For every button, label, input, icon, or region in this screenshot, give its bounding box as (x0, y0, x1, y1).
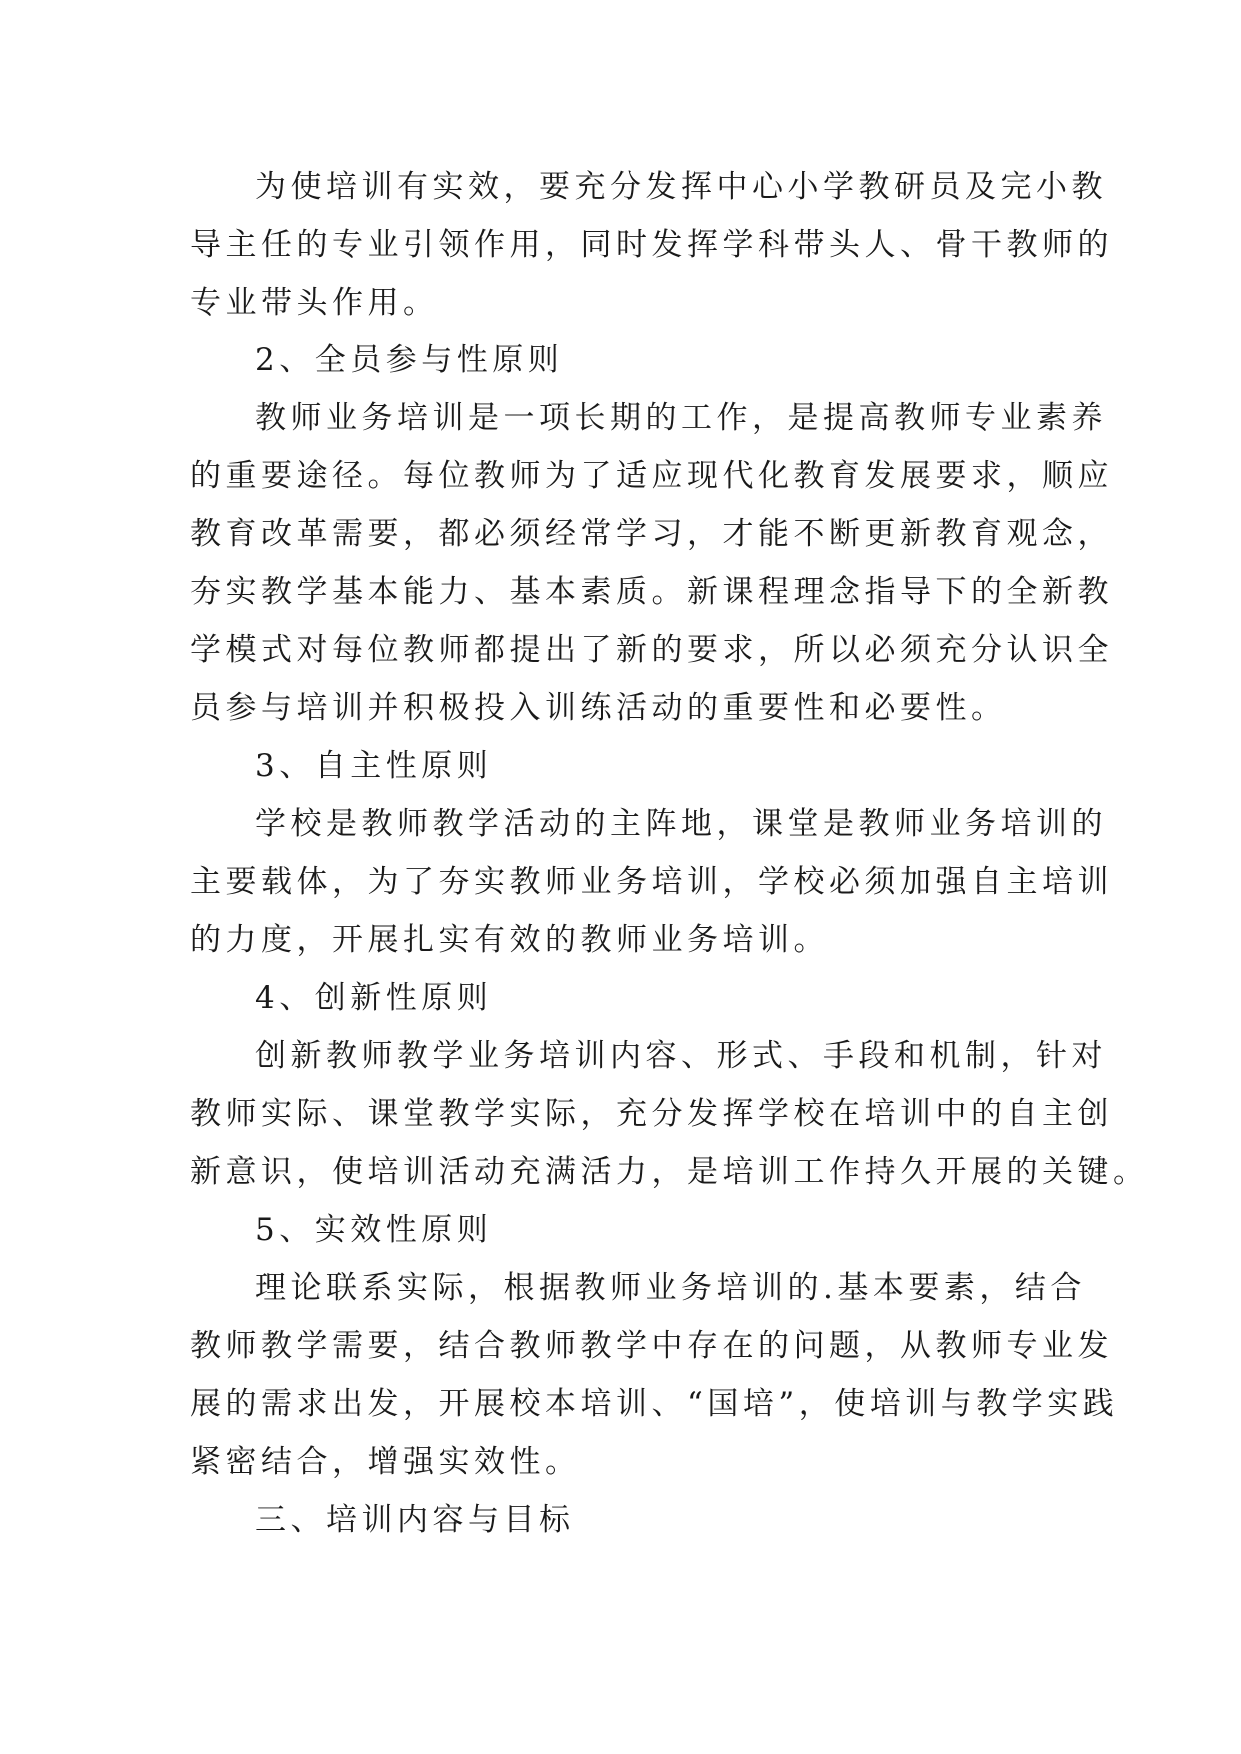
paragraph-line: 理论联系实际，根据教师业务培训的.基本要素，结合 (255, 1270, 1086, 1306)
section-heading: 5、实效性原则 (255, 1212, 493, 1248)
paragraph-line: 创新教师教学业务培训内容、形式、手段和机制，针对 (255, 1038, 1107, 1074)
paragraph-line: 夯实教学基本能力、基本素质。新课程理念指导下的全新教 (190, 574, 1113, 610)
paragraph-line: 紧密结合，增强实效性。 (190, 1444, 581, 1480)
paragraph-line: 专业带头作用。 (190, 285, 439, 321)
paragraph-line: 教育改革需要，都必须经常学习，才能不断更新教育观念， (190, 516, 1113, 552)
paragraph-line: 导主任的专业引领作用，同时发挥学科带头人、骨干教师的 (190, 227, 1113, 263)
paragraph-line: 的重要途径。每位教师为了适应现代化教育发展要求，顺应 (190, 458, 1113, 494)
section-heading: 4、创新性原则 (255, 980, 493, 1016)
section-heading: 3、自主性原则 (255, 748, 493, 784)
paragraph-line: 员参与培训并积极投入训练活动的重要性和必要性。 (190, 690, 1007, 726)
paragraph-line: 为使培训有实效，要充分发挥中心小学教研员及完小教 (255, 169, 1107, 205)
paragraph-line: 的力度，开展扎实有效的教师业务培训。 (190, 922, 829, 958)
paragraph-line: 教师业务培训是一项长期的工作，是提高教师专业素养 (255, 400, 1107, 436)
paragraph-line: 教师教学需要，结合教师教学中存在的问题，从教师专业发 (190, 1328, 1113, 1364)
section-heading: 三、培训内容与目标 (255, 1502, 575, 1538)
paragraph-line: 主要载体，为了夯实教师业务培训，学校必须加强自主培训 (190, 864, 1113, 900)
paragraph-line: 学模式对每位教师都提出了新的要求，所以必须充分认识全 (190, 632, 1113, 668)
paragraph-line: 学校是教师教学活动的主阵地，课堂是教师业务培训的 (255, 806, 1107, 842)
section-heading: 2、全员参与性原则 (255, 342, 564, 378)
paragraph-line: 教师实际、课堂教学实际，充分发挥学校在培训中的自主创 (190, 1096, 1113, 1132)
paragraph-line: 新意识，使培训活动充满活力，是培训工作持久开展的关键。 (190, 1154, 1149, 1190)
paragraph-line: 展的需求出发，开展校本培训、“国培”，使培训与教学实践 (190, 1386, 1119, 1422)
